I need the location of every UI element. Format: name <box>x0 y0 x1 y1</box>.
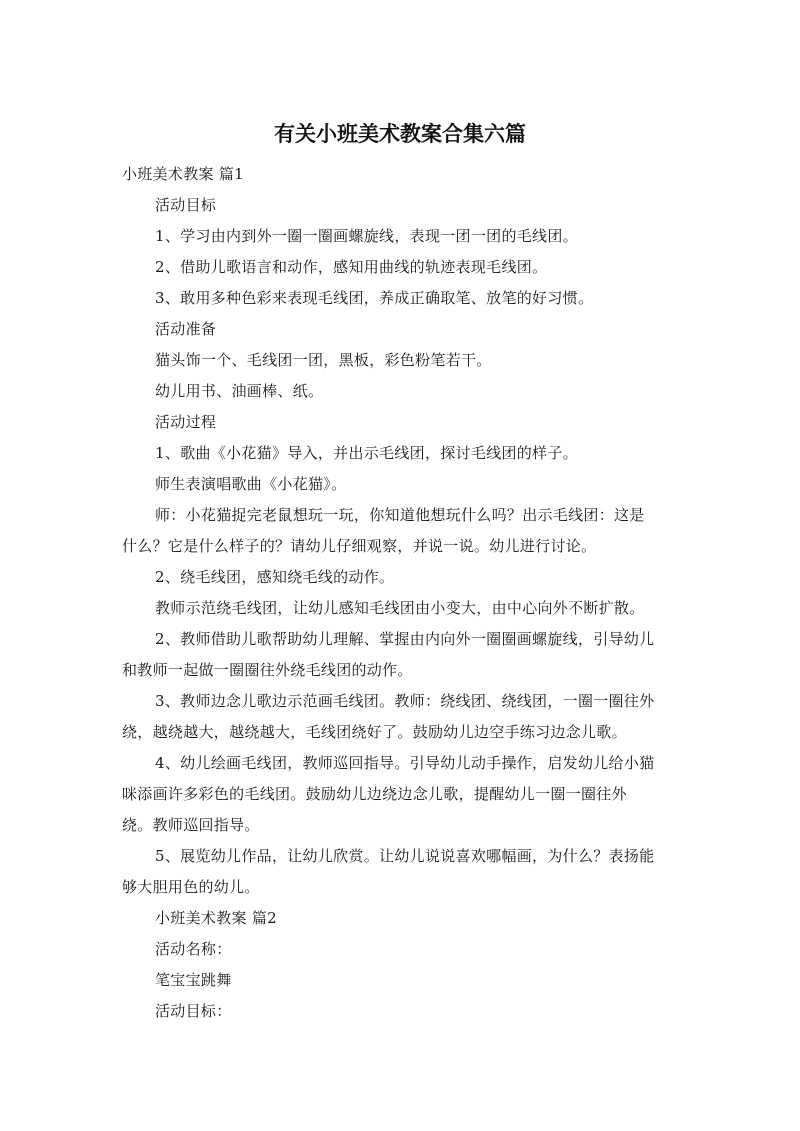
paragraph-line: 5、展览幼儿作品，让幼儿欣赏。让幼儿说说喜欢哪幅画，为什么？表扬能 <box>155 847 655 865</box>
paragraph-line: 2、绕毛线团，感知绕毛线的动作。 <box>155 568 395 586</box>
paragraph-line: 教师示范绕毛线团，让幼儿感知毛线团由小变大，由中心向外不断扩散。 <box>155 599 645 617</box>
paragraph-line: 猫头饰一个、毛线团一团，黑板，彩色粉笔若干。 <box>155 351 492 369</box>
paragraph-line: 绕。教师巡回指导。 <box>122 816 260 834</box>
paragraph-line: 幼儿用书、油画棒、纸。 <box>155 382 324 400</box>
paragraph-line: 什么？它是什么样子的？请幼儿仔细观察，并说一说。幼儿进行讨论。 <box>122 537 597 555</box>
section-heading-part-1: 小班美术教案 篇1 <box>122 165 245 183</box>
document-title: 有关小班美术教案合集六篇 <box>274 122 526 146</box>
subheading-activity-preparation: 活动准备 <box>155 320 217 338</box>
paragraph-line: 2、教师借助儿歌帮助幼儿理解、掌握由内向外一圈圈画螺旋线，引导幼儿 <box>155 630 655 648</box>
paragraph-line: 1、歌曲《小花猫》导入，并出示毛线团，探讨毛线团的样子。 <box>155 444 578 462</box>
paragraph-line: 4、幼儿绘画毛线团，教师巡回指导。引导幼儿动手操作，启发幼儿给小猫 <box>155 754 655 772</box>
subheading-activity-process: 活动过程 <box>155 413 217 431</box>
paragraph-line: 够大胆用色的幼儿。 <box>122 878 260 896</box>
paragraph-line: 笔宝宝跳舞 <box>155 971 232 989</box>
paragraph-line: 和教师一起做一圈圈往外绕毛线团的动作。 <box>122 661 413 679</box>
paragraph-line: 咪添画许多彩色的毛线团。鼓励幼儿边绕边念儿歌，提醒幼儿一圈一圈往外 <box>122 785 627 803</box>
section-heading-part-2: 小班美术教案 篇2 <box>155 909 278 927</box>
paragraph-line: 1、学习由内到外一圈一圈画螺旋线，表现一团一团的毛线团。 <box>155 227 578 245</box>
paragraph-line: 师生表演唱歌曲《小花猫》。 <box>155 475 347 493</box>
paragraph-line: 师：小花猫捉完老鼠想玩一玩，你知道他想玩什么吗？出示毛线团：这是 <box>155 506 645 524</box>
subheading-activity-name: 活动名称： <box>155 940 232 958</box>
paragraph-line: 2、借助儿歌语言和动作，感知用曲线的轨迹表现毛线团。 <box>155 258 548 276</box>
subheading-activity-goals: 活动目标： <box>155 1002 232 1020</box>
paragraph-line: 3、教师边念儿歌边示范画毛线团。教师：绕线团、绕线团，一圈一圈往外 <box>155 692 655 710</box>
paragraph-line: 绕，越绕越大，越绕越大，毛线团绕好了。鼓励幼儿边空手练习边念儿歌。 <box>122 723 627 741</box>
document-body <box>122 159 684 1027</box>
paragraph-line: 3、敢用多种色彩来表现毛线团，养成正确取笔、放笔的好习惯。 <box>155 289 594 307</box>
subheading-activity-goals: 活动目标 <box>155 196 217 214</box>
